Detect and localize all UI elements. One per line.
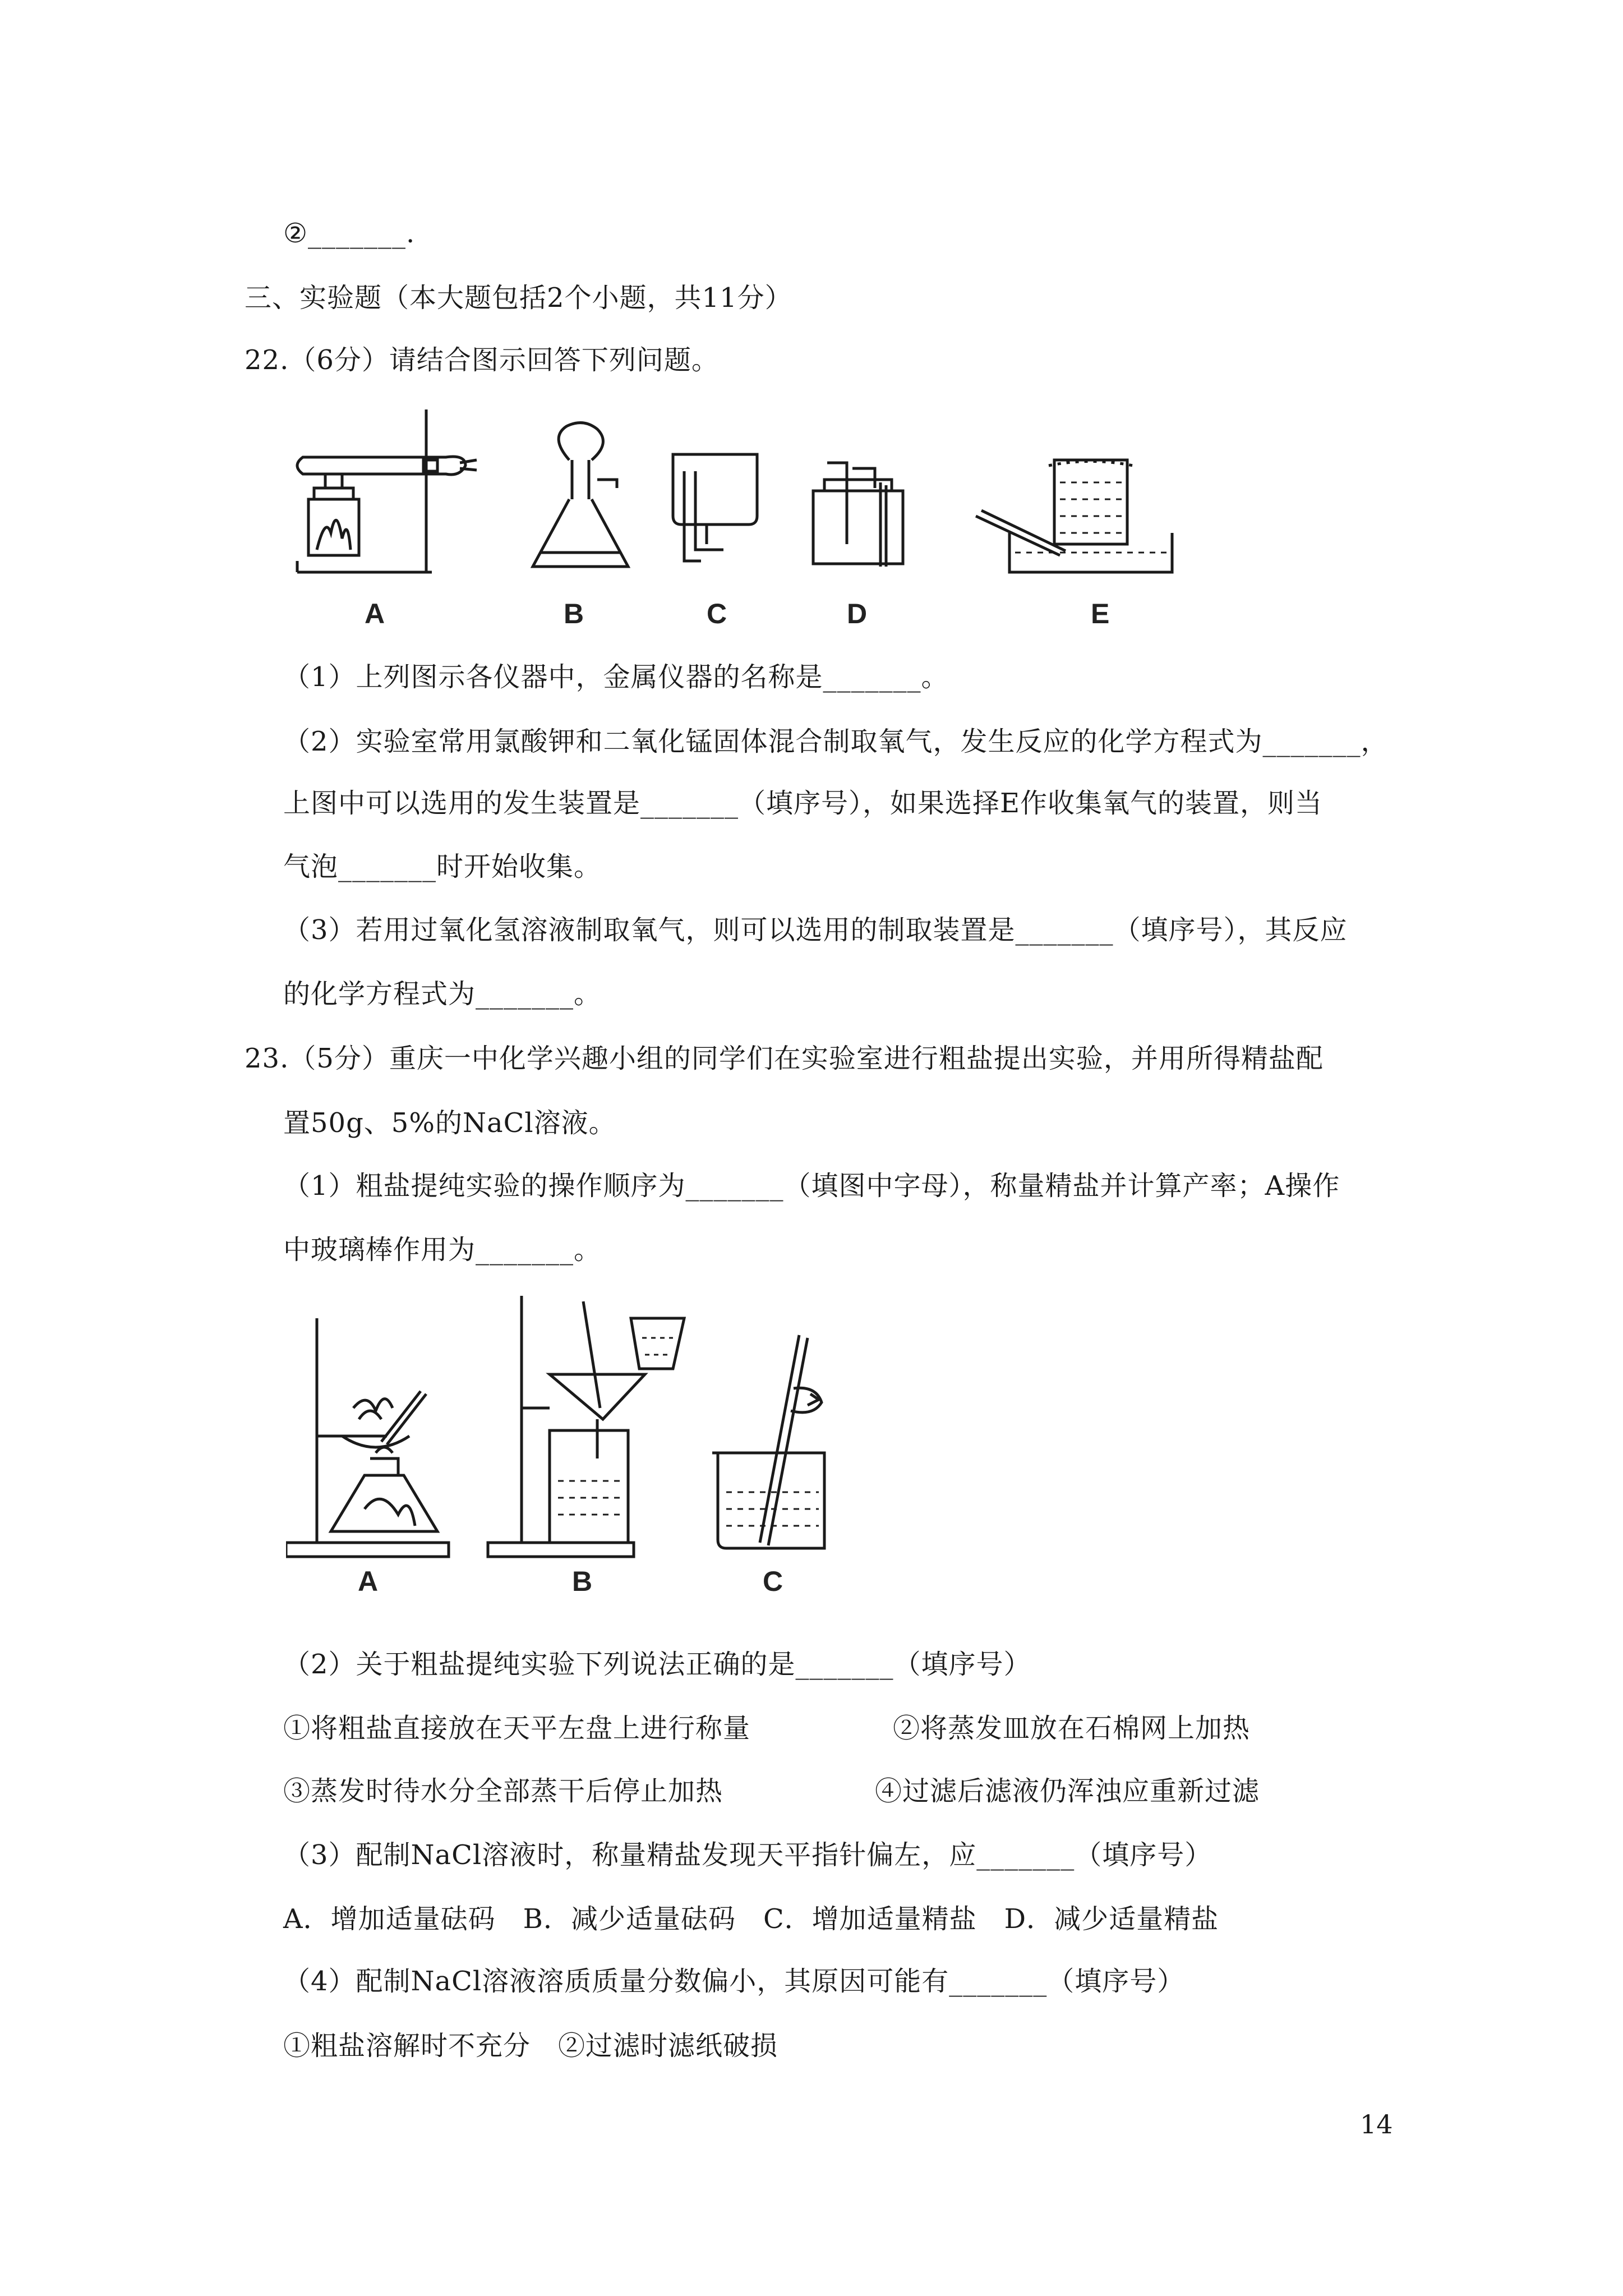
question-23-part-3-options: A．增加适量砝码 B．减少适量砝码 C．增加适量精盐 D．减少适量精盐 bbox=[283, 1903, 1219, 1935]
question-23-part-4: （4）配制NaCl溶液溶质质量分数偏小，其原因可能有_______（填序号） bbox=[283, 1966, 1185, 1997]
apparatus-e-drawing bbox=[976, 460, 1172, 572]
question-22-part-2: （2）实验室常用氯酸钾和二氧化锰固体混合制取氧气，发生反应的化学方程式为_______， bbox=[283, 726, 1389, 757]
question-23-part-2: （2）关于粗盐提纯实验下列说法正确的是_______（填序号） bbox=[283, 1649, 1031, 1680]
question-23-part-2-option-2: ②将蒸发皿放在石棉网上加热 bbox=[893, 1713, 1251, 1744]
figure1-label-b: B bbox=[564, 598, 584, 629]
operation-b-drawing bbox=[488, 1296, 684, 1557]
figure1-label-c: C bbox=[707, 598, 727, 629]
figure1-label-d: D bbox=[847, 598, 868, 629]
question-23-part-2-option-1: ①将粗盐直接放在天平左盘上进行称量 bbox=[283, 1713, 751, 1744]
question-23-part-2-option-4: ④过滤后滤液仍浑浊应重新过滤 bbox=[875, 1775, 1260, 1807]
apparatus-figure-1 bbox=[292, 404, 1200, 629]
figure1-label-e: E bbox=[1091, 598, 1110, 629]
figure2-label-c: C bbox=[763, 1566, 783, 1597]
figure2-label-b: B bbox=[572, 1566, 593, 1597]
figure2-label-a: A bbox=[358, 1566, 379, 1597]
question-23-stem-cont: 置50g、5%的NaCl溶液。 bbox=[283, 1107, 616, 1139]
apparatus-d-drawing bbox=[813, 463, 903, 567]
question-22-part-3: （3）若用过氧化氢溶液制取氧气，则可以选用的制取装置是_______（填序号），其反应 bbox=[283, 914, 1348, 946]
question-22-part-1: （1）上列图示各仪器中，金属仪器的名称是_______。 bbox=[283, 661, 949, 693]
question-23-part-3: （3）配制NaCl溶液时，称量精盐发现天平指针偏左，应_______（填序号） bbox=[283, 1839, 1212, 1871]
question-23-part-1-end: 中玻璃棒作用为_______。 bbox=[283, 1234, 602, 1266]
question-22-part-3-end: 的化学方程式为_______。 bbox=[283, 978, 602, 1010]
question-22-stem: 22.（6分）请结合图示回答下列问题。 bbox=[245, 344, 719, 376]
figure1-label-a: A bbox=[365, 598, 385, 629]
operation-c-drawing bbox=[712, 1335, 824, 1548]
question-23-part-1: （1）粗盐提纯实验的操作顺序为_______（填图中字母），称量精盐并计算产率；A操作 bbox=[283, 1170, 1340, 1202]
operations-figure-2 bbox=[286, 1296, 880, 1597]
section-heading-experiment: 三、实验题（本大题包括2个小题，共11分） bbox=[245, 282, 792, 314]
apparatus-c-drawing bbox=[673, 454, 757, 561]
apparatus-b-drawing bbox=[533, 423, 628, 567]
operation-a-drawing bbox=[286, 1318, 449, 1557]
question-23-part-4-options: ①粗盐溶解时不充分 ②过滤时滤纸破损 bbox=[283, 2030, 778, 2062]
question-22-part-2-cont: 上图中可以选用的发生装置是_______（填序号），如果选择E作收集氧气的装置，则当 bbox=[283, 788, 1323, 819]
question-22-part-2-end: 气泡_______时开始收集。 bbox=[283, 851, 602, 882]
apparatus-a-drawing bbox=[297, 409, 477, 572]
question-23-stem: 23.（5分）重庆一中化学兴趣小组的同学们在实验室进行粗盐提出实验，并用所得精盐配 bbox=[245, 1043, 1324, 1074]
answer-line-2: ②_______. bbox=[283, 218, 416, 249]
question-23-part-2-option-3: ③蒸发时待水分全部蒸干后停止加热 bbox=[283, 1775, 723, 1807]
page-number: 14 bbox=[1360, 2109, 1393, 2139]
